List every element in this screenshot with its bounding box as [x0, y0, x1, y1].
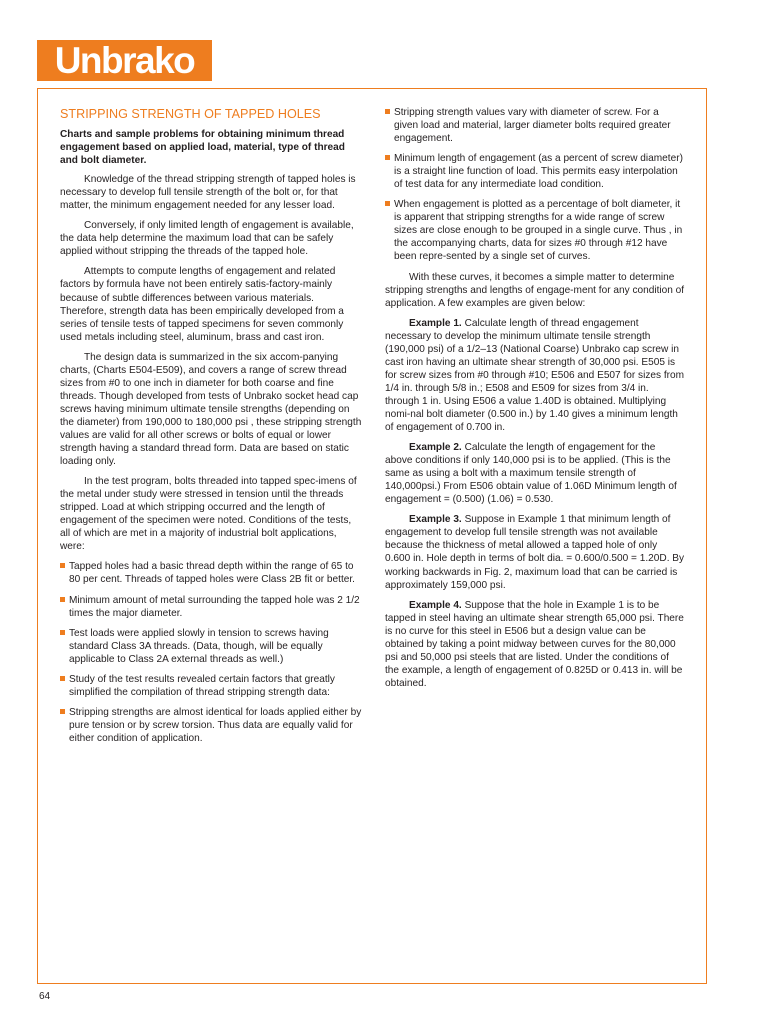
right-column — [385, 106, 685, 697]
example-4 — [385, 599, 685, 690]
article-title: STRIPPING STRENGTH OF TAPPED HOLES — [60, 107, 321, 121]
example-label: Example 1. — [409, 317, 462, 329]
list-item: Stripping strength values vary with diameter of screw. For a given load and material, larger diameter bolts required greater engagement. — [385, 106, 685, 145]
list-item: Study of the test results revealed certain factors that greatly simplified the compilation of thread stripping strength data: — [60, 673, 363, 699]
example-label: Example 3. — [409, 514, 462, 526]
paragraph: With these curves, it becomes a simple matter to determine stripping strengths and lengths of engage-ment for any condition of application. A few examples are given below: — [385, 271, 685, 309]
example-2 — [385, 441, 685, 506]
paragraph: Conversely, if only limited length of engagement is available, the data help determine the maximum load that can be safely applied without stripping the threads of the tapped hole. — [60, 220, 354, 258]
example-label: Example 4. — [409, 599, 462, 611]
paragraph: Attempts to compute lengths of engagement and related factors by formula have not been entirely satis-factory-mainly because of subtle differences between various materials. Therefore, strength data has been empirically developed from a series of tensile tests of tapped specimens for seven commonly used metals including steel, aluminum, brass and cast iron. — [60, 266, 344, 343]
factors-list — [385, 106, 685, 264]
paragraph: Knowledge of the thread stripping strength of tapped holes is necessary to develop full tensile strength of the bolt or, for that matter, the minimum engagement needed for any lesser load. — [60, 174, 356, 212]
example-text: Calculate the length of engagement for the above conditions if only 140,000 psi is to be applied. (This is the same as using a bolt with a maximum tensile strength of 140,000psi.) From E506 obtain value of 1.06D Minimum length of engagement = (0.500) (1.06) = 0.530. — [385, 442, 677, 506]
list-item: Test loads were applied slowly in tension to screws having standard Class 3A threads. (Data, though, will be equally applicable to Class 2A external threads as well.) — [60, 627, 363, 666]
list-item: Stripping strengths are almost identical for loads applied either by pure tension or by screw torsion. Thus data are equally valid for either condition of application. — [60, 706, 363, 745]
article-intro: Charts and sample problems for obtaining minimum thread engagement based on applied load, material, type of thread and bolt diameter. — [60, 129, 345, 167]
example-1 — [385, 317, 685, 434]
test-conditions-list — [60, 560, 363, 745]
paragraph: In the test program, bolts threaded into tapped spec-imens of the metal under study were stressed in tension until the threads stripped. Load at which stripping occurred and the length of engagement of the specimen were noted. Conditions of the tests, all of which are met in a majority of industrial bolt applications, were: — [60, 476, 357, 553]
example-text: Calculate length of thread engagement necessary to develop the minimum ultimate tensile strength (190,000 psi) of a 1/2–13 (National Coarse) Unbrako cap screw in cast iron having an ultimate shear strength of 30,000 psi. E505 is for screw sizes from #0 through #10; E506 and E507 for sizes from 1/4 in. through 5/8 in.; E508 and E509 for sizes from 3/4 in. through 1 in. Using E506 a value 1.40D is obtained. Multiplying nomi-nal bolt diameter (0.500 in.) by 1.40 gives a minimum length of engagement of 0.700 in. — [385, 317, 685, 434]
list-item: Minimum length of engagement (as a percent of screw diameter) is a straight line function of load. This permits easy interpolation of test data for any intermediate load condition. — [385, 152, 685, 191]
list-item: Minimum amount of metal surrounding the tapped hole was 2 1/2 times the major diameter. — [60, 594, 363, 620]
example-3 — [385, 513, 685, 591]
list-item: When engagement is plotted as a percentage of bolt diameter, it is apparent that stripping strengths for a wide range of screw sizes are close enough to be grouped in a single curve. Thus , in the accompanying charts, data for sizes #0 through #12 have been repre-sented by a single set of curves. — [385, 198, 685, 263]
page-number: 64 — [39, 991, 51, 1002]
unbrako-logo: Unbrako — [37, 40, 212, 81]
example-text: Suppose in Example 1 that minimum length of engagement to develop full tensile strength was not available because the thickness of metal allowed a tapped hole of only 0.600 in. Hole depth in terms of bolt dia. = 0.600/0.500 = 1.20D. By working backwards in Fig. 2, maximum load that can be carried is approximately 159,000 psi. — [385, 514, 685, 591]
left-column — [60, 106, 363, 752]
example-text: Suppose that the hole in Example 1 is to be tapped in steel having an ultimate shear strength 65,000 psi. There is no curve for this steel in E506 but a design value can be obtained by taking a point midway between curves for the 80,000 psi and 50,000 psi steels that are listed. Under the conditions of the example, a length of engagement of 0.825D or 0.413 in. will be obtained. — [385, 599, 684, 689]
example-label: Example 2. — [409, 442, 462, 454]
paragraph: The design data is summarized in the six accom-panying charts, (Charts E504-E509), and covers a range of screw thread sizes from #0 to one inch in diameter for both coarse and fine threads. Though developed from tests of Unbrako socket head cap screws having minimum ultimate tensile strengths (depending on the diameter) from 190,000 to 180,000 psi , these stripping strength values are valid for all other screws or bolts of equal or lower strength having a standard thread form. Data are based on static loading only. — [60, 351, 362, 468]
list-item: Tapped holes had a basic thread depth within the range of 65 to 80 per cent. Threads of tapped holes were Class 2B fit or better. — [60, 560, 363, 586]
